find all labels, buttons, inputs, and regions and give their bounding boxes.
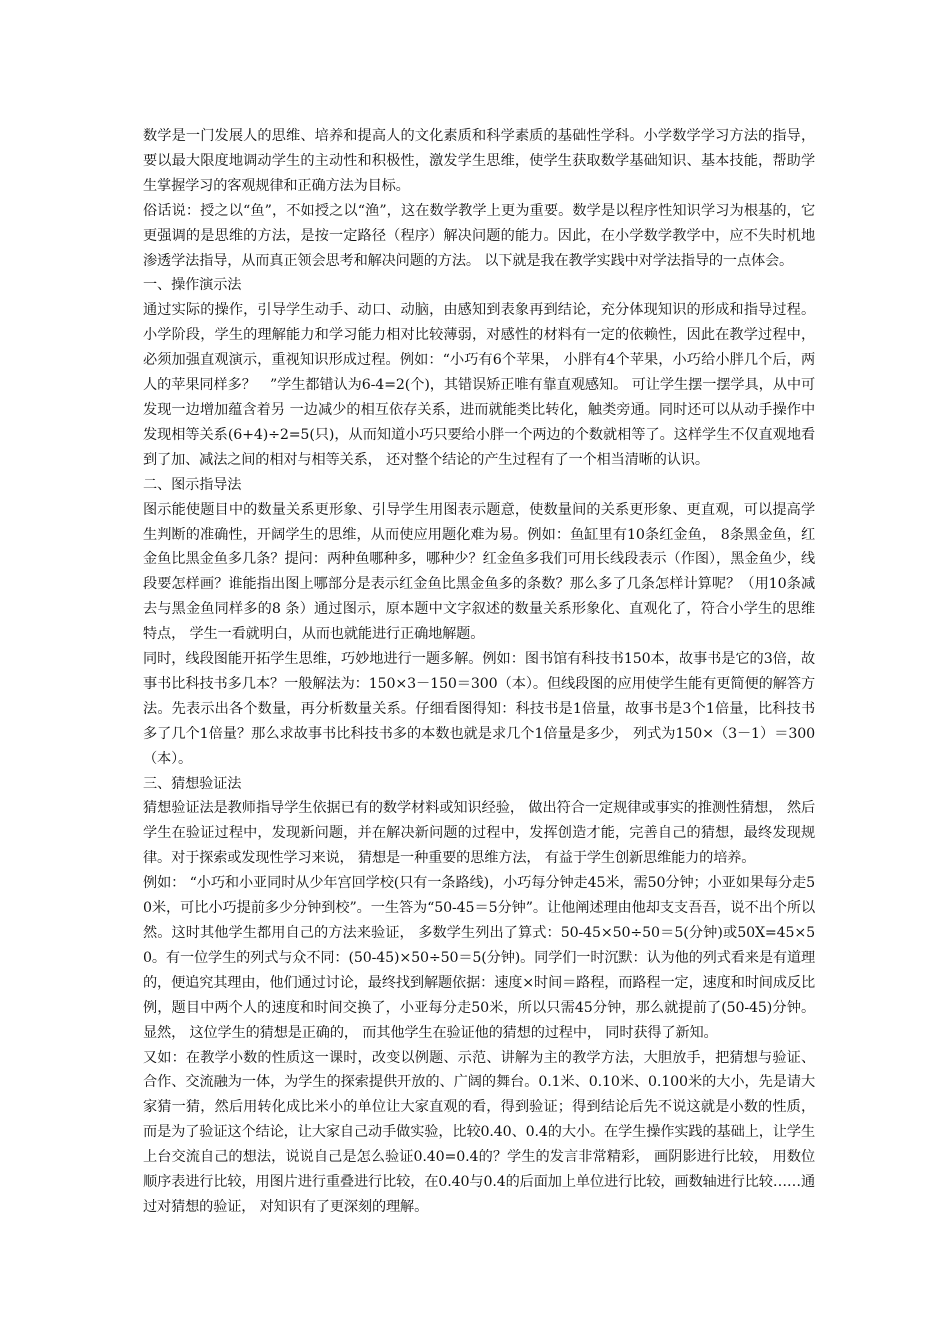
section2-paragraph-1: 图示能使题目中的数量关系更形象、引导学生用图表示题意，使数量间的关系更形象、更直观，可以提高学生判断的准确性，开阔学生的思维，从而使应用题化难为易。例如：鱼缸里有10条红金鱼， 8条黑金鱼，红金鱼比黑金鱼多几条？提问：两种鱼哪种多，哪种少？红金鱼多我们可用长线段表示（作图），黑金鱼少，线段要怎样画？谁能指出图上哪部分是表示红金鱼比黑金鱼多的条数？那么多了几条怎样计算呢？（用10条减去与黑金鱼同样多的8 条）通过图示，原本题中文字叙述的数量关系形象化、直观化了，符合小学生的思维特点， 学生一看就明白，从而也就能进行正确地解题。 — [143, 501, 815, 643]
section-heading-operation-demo: 一、操作演示法 — [143, 277, 242, 294]
section3-paragraph-2: 例如： “小巧和小亚同时从少年宫回学校(只有一条路线)，小巧每分钟走45米，需50分钟；小亚如果每分走50米，可比小巧提前多少分钟到校”。一生答为“50-45＝5分钟”。让他阐述理由他却支支吾吾，说不出个所以然。这时其他学生都用自己的方法来验证， 多数学生列出了算式：50-45×50÷50＝5(分钟)或50X=45×50。有一位学生的列式与众不同：(50-45)×50÷50＝5(分钟)。同学们一时沉默：认为他的列式看来是有道理的，便追究其理由，他们通过讨论，最终找到解题依据：速度×时间＝路程，而路程一定，速度和时间成反比例，题目中两个人的速度和时间交换了，小亚每分走50米，所以只需45分钟，那么就提前了(50-45)分钟。 显然， 这位学生的猜想是正确的， 而其他学生在验证他的猜想的过程中， 同时获得了新知。 — [143, 875, 815, 1041]
document-body — [143, 124, 815, 1220]
intro-paragraph-2: 俗话说：授之以“鱼”，不如授之以“渔”，这在数学教学上更为重要。数学是以程序性知识学习为根基的，它更强调的是思维的方法，是按一定路径（程序）解决问题的能力。因此，在小学数学教学中，应不失时机地渗透学法指导，从而真正领会思考和解决问题的方法。 以下就是我在教学实践中对学法指导的一点体会。 — [143, 202, 815, 269]
section2-paragraph-2: 同时，线段图能开拓学生思维，巧妙地进行一题多解。例如：图书馆有科技书150本，故事书是它的3倍，故事书比科技书多几本？一般解法为：150×3－150＝300（本）。但线段图的应用使学生能有更简便的解答方法。先表示出各个数量，再分析数量关系。仔细看图得知：科技书是1倍量，故事书是3个1倍量，比科技书多了几个1倍量？那么求故事书比科技书多的本数也就是求几个1倍量是多少， 列式为150×（3－1）＝300（本）。 — [143, 651, 815, 767]
section-heading-diagram-guide: 二、图示指导法 — [143, 476, 242, 493]
section3-paragraph-3: 又如：在教学小数的性质这一课时，改变以例题、示范、讲解为主的教学方法，大胆放手，把猜想与验证、合作、交流融为一体，为学生的探索提供开放的、广阔的舞台。0.1米、0.10米、0.100米的大小，先是请大家猜一猜，然后用转化成比米小的单位让大家直观的看，得到验证；得到结论后先不说这就是小数的性质，而是为了验证这个结论，让大家自己动手做实验，比较0.40、0.4的大小。在学生操作实践的基础上，让学生上台交流自己的想法，说说自己是怎么验证0.40=0.4的？学生的发言非常精彩， 画阴影进行比较， 用数位顺序表进行比较，用图片进行重叠进行比较，在0.40与0.4的后面加上单位进行比较，画数轴进行比较……通过对猜想的验证， 对知识有了更深刻的理解。 — [143, 1049, 815, 1215]
section3-paragraph-1: 猜想验证法是教师指导学生依据已有的数学材料或知识经验， 做出符合一定规律或事实的推测性猜想， 然后学生在验证过程中，发现新问题，并在解决新问题的过程中，发挥创造才能，完善自己的猜想，最终发现规律。对于探索或发现性学习来说， 猜想是一种重要的思维方法， 有益于学生创新思维能力的培养。 — [143, 800, 815, 867]
section-heading-guess-verify: 三、猜想验证法 — [143, 775, 242, 792]
intro-paragraph-1: 数学是一门发展人的思维、培养和提高人的文化素质和科学素质的基础性学科。小学数学学习方法的指导，要以最大限度地调动学生的主动性和积极性，激发学生思维，使学生获取数学基础知识、基本技能，帮助学生掌握学习的客观规律和正确方法为目标。 — [143, 128, 815, 194]
section1-paragraph-1: 通过实际的操作，引导学生动手、动口、动脑，由感知到表象再到结论，充分体现知识的形成和指导过程。小学阶段，学生的理解能力和学习能力相对比较薄弱，对感性的材料有一定的依赖性，因此在教学过程中，必须加强直观演示，重视知识形成过程。例如：“小巧有6个苹果， 小胖有4个苹果，小巧给小胖几个后，两人的苹果同样多？ ”学生都错认为6-4=2(个)，其错误矫正唯有靠直观感知。 可让学生摆一摆学具，从中可发现一边增加蕴含着另 一边减少的相互依存关系，进而就能类比转化，触类旁通。同时还可以从动手操作中发现相等关系(6+4)÷2=5(只)，从而知道小巧只要给小胖一个两边的个数就相等了。这样学生不仅直观地看到了加、减法之间的相对与相等关系， 还对整个结论的产生过程有了一个相当清晰的认识。 — [143, 302, 815, 468]
